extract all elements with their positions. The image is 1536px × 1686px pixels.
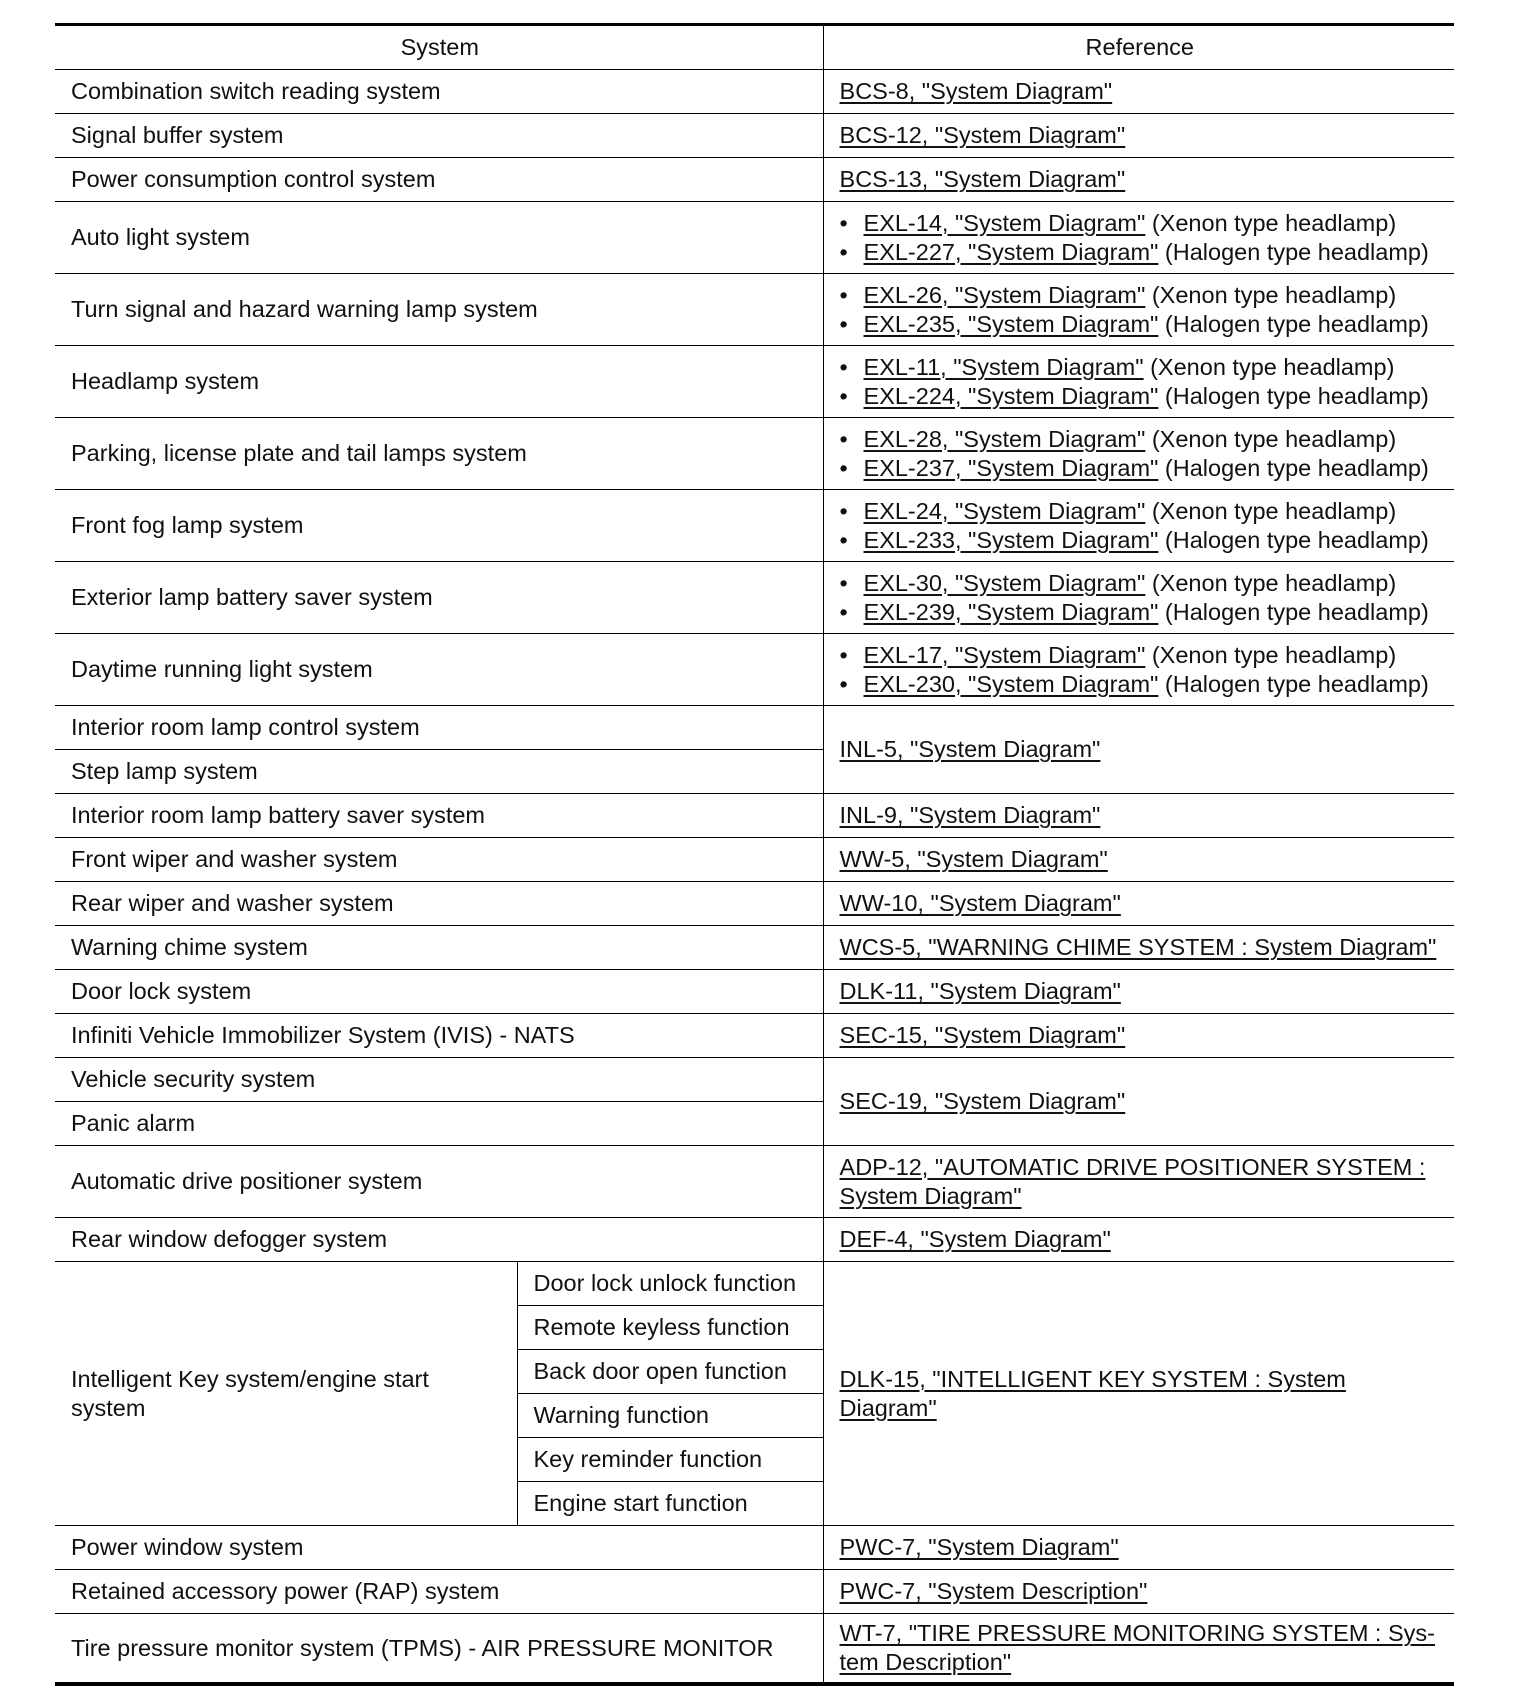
bullet-icon: •	[839, 353, 848, 380]
system-name: Power consumption control system	[55, 158, 823, 202]
system-name: Automatic drive positioner system	[55, 1146, 823, 1218]
reference-list	[840, 353, 1441, 411]
reference-link[interactable]: EXL-28, "System Diagram"	[863, 425, 1146, 452]
system-name: Tire pressure monitor system (TPMS) - AIR PRESSURE MONITOR	[55, 1614, 823, 1685]
reference-link[interactable]: BCS-13, "System Diagram"	[839, 166, 1126, 192]
table-row	[55, 882, 1454, 926]
reference-item	[840, 641, 1441, 670]
reference-cell	[823, 562, 1454, 634]
reference-item	[840, 310, 1441, 339]
bullet-icon: •	[839, 281, 848, 308]
reference-link[interactable]: EXL-224, "System Diagram"	[863, 382, 1159, 409]
reference-link[interactable]: INL-5, "System Diagram"	[839, 736, 1101, 762]
reference-cell	[823, 1262, 1454, 1526]
system-name: Panic alarm	[55, 1102, 823, 1146]
reference-note: (Halogen type headlamp)	[1158, 598, 1429, 625]
reference-item	[840, 526, 1441, 555]
system-name: Intelligent Key system/engine start system	[55, 1262, 517, 1526]
reference-link[interactable]: WW-10, "System Diagram"	[839, 890, 1121, 916]
reference-link[interactable]: EXL-24, "System Diagram"	[863, 497, 1146, 524]
reference-link[interactable]: DLK-15, "INTELLIGENT KEY SYSTEM : System Diagram"	[839, 1365, 1346, 1421]
reference-link[interactable]: EXL-239, "System Diagram"	[863, 598, 1159, 625]
reference-cell	[823, 490, 1454, 562]
reference-list	[840, 569, 1441, 627]
reference-list	[840, 281, 1441, 339]
table-row	[55, 158, 1454, 202]
reference-item	[840, 454, 1441, 483]
reference-note: (Xenon type headlamp)	[1145, 209, 1397, 236]
reference-note: (Halogen type headlamp)	[1158, 454, 1429, 481]
reference-cell	[823, 1058, 1454, 1146]
bullet-icon: •	[839, 425, 848, 452]
reference-list	[840, 209, 1441, 267]
reference-item	[840, 670, 1441, 699]
reference-cell	[823, 1146, 1454, 1218]
table-row	[55, 838, 1454, 882]
reference-link[interactable]: EXL-235, "System Diagram"	[863, 310, 1159, 337]
table-row	[55, 926, 1454, 970]
reference-note: (Halogen type headlamp)	[1158, 238, 1429, 265]
reference-list	[840, 641, 1441, 699]
table-row	[55, 1614, 1454, 1685]
reference-note: (Halogen type headlamp)	[1158, 526, 1429, 553]
reference-link[interactable]: EXL-233, "System Diagram"	[863, 526, 1159, 553]
header-row	[55, 25, 1454, 70]
reference-cell	[823, 70, 1454, 114]
reference-cell	[823, 1614, 1454, 1685]
reference-link[interactable]: WCS-5, "WARNING CHIME SYSTEM : System Diagram"	[839, 934, 1437, 960]
reference-link[interactable]: SEC-19, "System Diagram"	[839, 1088, 1126, 1114]
system-name: Vehicle security system	[55, 1058, 823, 1102]
reference-item	[840, 425, 1441, 454]
function-name: Engine start function	[517, 1482, 823, 1526]
reference-note: (Halogen type headlamp)	[1158, 382, 1429, 409]
function-name: Remote keyless function	[517, 1306, 823, 1350]
reference-cell	[823, 1526, 1454, 1570]
reference-cell	[823, 794, 1454, 838]
reference-link[interactable]: EXL-14, "System Diagram"	[863, 209, 1146, 236]
bullet-icon: •	[839, 238, 848, 265]
reference-link[interactable]: PWC-7, "System Diagram"	[839, 1534, 1119, 1560]
reference-cell	[823, 634, 1454, 706]
reference-item	[840, 209, 1441, 238]
reference-link[interactable]: EXL-227, "System Diagram"	[863, 238, 1159, 265]
reference-cell	[823, 882, 1454, 926]
reference-link[interactable]: SEC-15, "System Diagram"	[839, 1022, 1126, 1048]
table-row	[55, 1146, 1454, 1218]
reference-item	[840, 238, 1441, 267]
reference-link[interactable]: EXL-30, "System Diagram"	[863, 569, 1146, 596]
reference-link[interactable]: ADP-12, "AUTOMATIC DRIVE POSITIONER SYSTEM : System Diagram"	[839, 1153, 1426, 1209]
table-row	[55, 346, 1454, 418]
system-name: Warning chime system	[55, 926, 823, 970]
table-row	[55, 70, 1454, 114]
bullet-icon: •	[839, 641, 848, 668]
table-row	[55, 794, 1454, 838]
system-reference-table	[55, 23, 1454, 1686]
bullet-icon: •	[839, 310, 848, 337]
reference-link[interactable]: WT-7, "TIRE PRESSURE MONITORING SYSTEM : Sys-tem Description"	[839, 1620, 1435, 1675]
reference-link[interactable]: DLK-11, "System Diagram"	[839, 978, 1121, 1004]
bullet-icon: •	[839, 382, 848, 409]
function-name: Warning function	[517, 1394, 823, 1438]
system-name: Front wiper and washer system	[55, 838, 823, 882]
reference-link[interactable]: EXL-26, "System Diagram"	[863, 281, 1146, 308]
system-name: Parking, license plate and tail lamps system	[55, 418, 823, 490]
table-row	[55, 490, 1454, 562]
reference-list	[840, 425, 1441, 483]
reference-link[interactable]: EXL-230, "System Diagram"	[863, 670, 1159, 697]
table-row	[55, 202, 1454, 274]
system-name: Door lock system	[55, 970, 823, 1014]
reference-item	[840, 281, 1441, 310]
bullet-icon: •	[839, 497, 848, 524]
reference-note: (Xenon type headlamp)	[1145, 497, 1397, 524]
reference-note: (Xenon type headlamp)	[1145, 425, 1397, 452]
bullet-icon: •	[839, 209, 848, 236]
system-name: Rear window defogger system	[55, 1218, 823, 1262]
bullet-icon: •	[839, 569, 848, 596]
system-name: Step lamp system	[55, 750, 823, 794]
reference-note: (Xenon type headlamp)	[1145, 281, 1397, 308]
reference-item	[840, 497, 1441, 526]
reference-cell	[823, 838, 1454, 882]
reference-item	[840, 353, 1441, 382]
reference-cell	[823, 1570, 1454, 1614]
system-name: Daytime running light system	[55, 634, 823, 706]
reference-link[interactable]: INL-9, "System Diagram"	[839, 802, 1101, 828]
reference-cell	[823, 274, 1454, 346]
reference-cell	[823, 346, 1454, 418]
reference-cell	[823, 418, 1454, 490]
system-name: Turn signal and hazard warning lamp system	[55, 274, 823, 346]
reference-cell	[823, 202, 1454, 274]
system-name: Headlamp system	[55, 346, 823, 418]
reference-cell	[823, 970, 1454, 1014]
table-row	[55, 634, 1454, 706]
function-name: Door lock unlock function	[517, 1262, 823, 1306]
header-reference: Reference	[823, 25, 1454, 70]
system-name: Retained accessory power (RAP) system	[55, 1570, 823, 1614]
reference-link[interactable]: EXL-17, "System Diagram"	[863, 641, 1146, 668]
system-name: Front fog lamp system	[55, 490, 823, 562]
reference-list	[840, 497, 1441, 555]
system-name: Interior room lamp control system	[55, 706, 823, 750]
system-name: Rear wiper and washer system	[55, 882, 823, 926]
reference-link[interactable]: PWC-7, "System Description"	[839, 1578, 1148, 1604]
reference-note: (Halogen type headlamp)	[1158, 310, 1429, 337]
table-row	[55, 706, 1454, 750]
reference-note: (Halogen type headlamp)	[1158, 670, 1429, 697]
system-name: Infiniti Vehicle Immobilizer System (IVIS) - NATS	[55, 1014, 823, 1058]
table-row	[55, 1570, 1454, 1614]
table-row	[55, 1058, 1454, 1102]
header-system: System	[55, 25, 823, 70]
table-row	[55, 970, 1454, 1014]
reference-cell	[823, 1218, 1454, 1262]
reference-cell	[823, 158, 1454, 202]
reference-link[interactable]: EXL-11, "System Diagram"	[863, 353, 1144, 380]
reference-note: (Xenon type headlamp)	[1145, 569, 1397, 596]
system-name: Signal buffer system	[55, 114, 823, 158]
reference-cell	[823, 926, 1454, 970]
system-name: Exterior lamp battery saver system	[55, 562, 823, 634]
table-row	[55, 1262, 1454, 1306]
bullet-icon: •	[839, 526, 848, 553]
table-row	[55, 1526, 1454, 1570]
reference-cell	[823, 706, 1454, 794]
reference-note: (Xenon type headlamp)	[1143, 353, 1395, 380]
system-name: Interior room lamp battery saver system	[55, 794, 823, 838]
bullet-icon: •	[839, 598, 848, 625]
reference-item	[840, 382, 1441, 411]
reference-note: (Xenon type headlamp)	[1145, 641, 1397, 668]
reference-cell	[823, 1014, 1454, 1058]
reference-item	[840, 598, 1441, 627]
bullet-icon: •	[839, 454, 848, 481]
reference-link[interactable]: WW-5, "System Diagram"	[839, 846, 1108, 872]
table-row	[55, 114, 1454, 158]
function-name: Key reminder function	[517, 1438, 823, 1482]
reference-item	[840, 569, 1441, 598]
reference-cell	[823, 114, 1454, 158]
system-name: Auto light system	[55, 202, 823, 274]
reference-link[interactable]: BCS-8, "System Diagram"	[839, 78, 1113, 104]
reference-link[interactable]: BCS-12, "System Diagram"	[839, 122, 1126, 148]
table-row	[55, 562, 1454, 634]
table-row	[55, 274, 1454, 346]
table-row	[55, 1014, 1454, 1058]
reference-link[interactable]: EXL-237, "System Diagram"	[863, 454, 1159, 481]
bullet-icon: •	[839, 670, 848, 697]
function-name: Back door open function	[517, 1350, 823, 1394]
reference-link[interactable]: DEF-4, "System Diagram"	[839, 1226, 1111, 1252]
table-row	[55, 418, 1454, 490]
table-row	[55, 1218, 1454, 1262]
system-name: Combination switch reading system	[55, 70, 823, 114]
system-name: Power window system	[55, 1526, 823, 1570]
